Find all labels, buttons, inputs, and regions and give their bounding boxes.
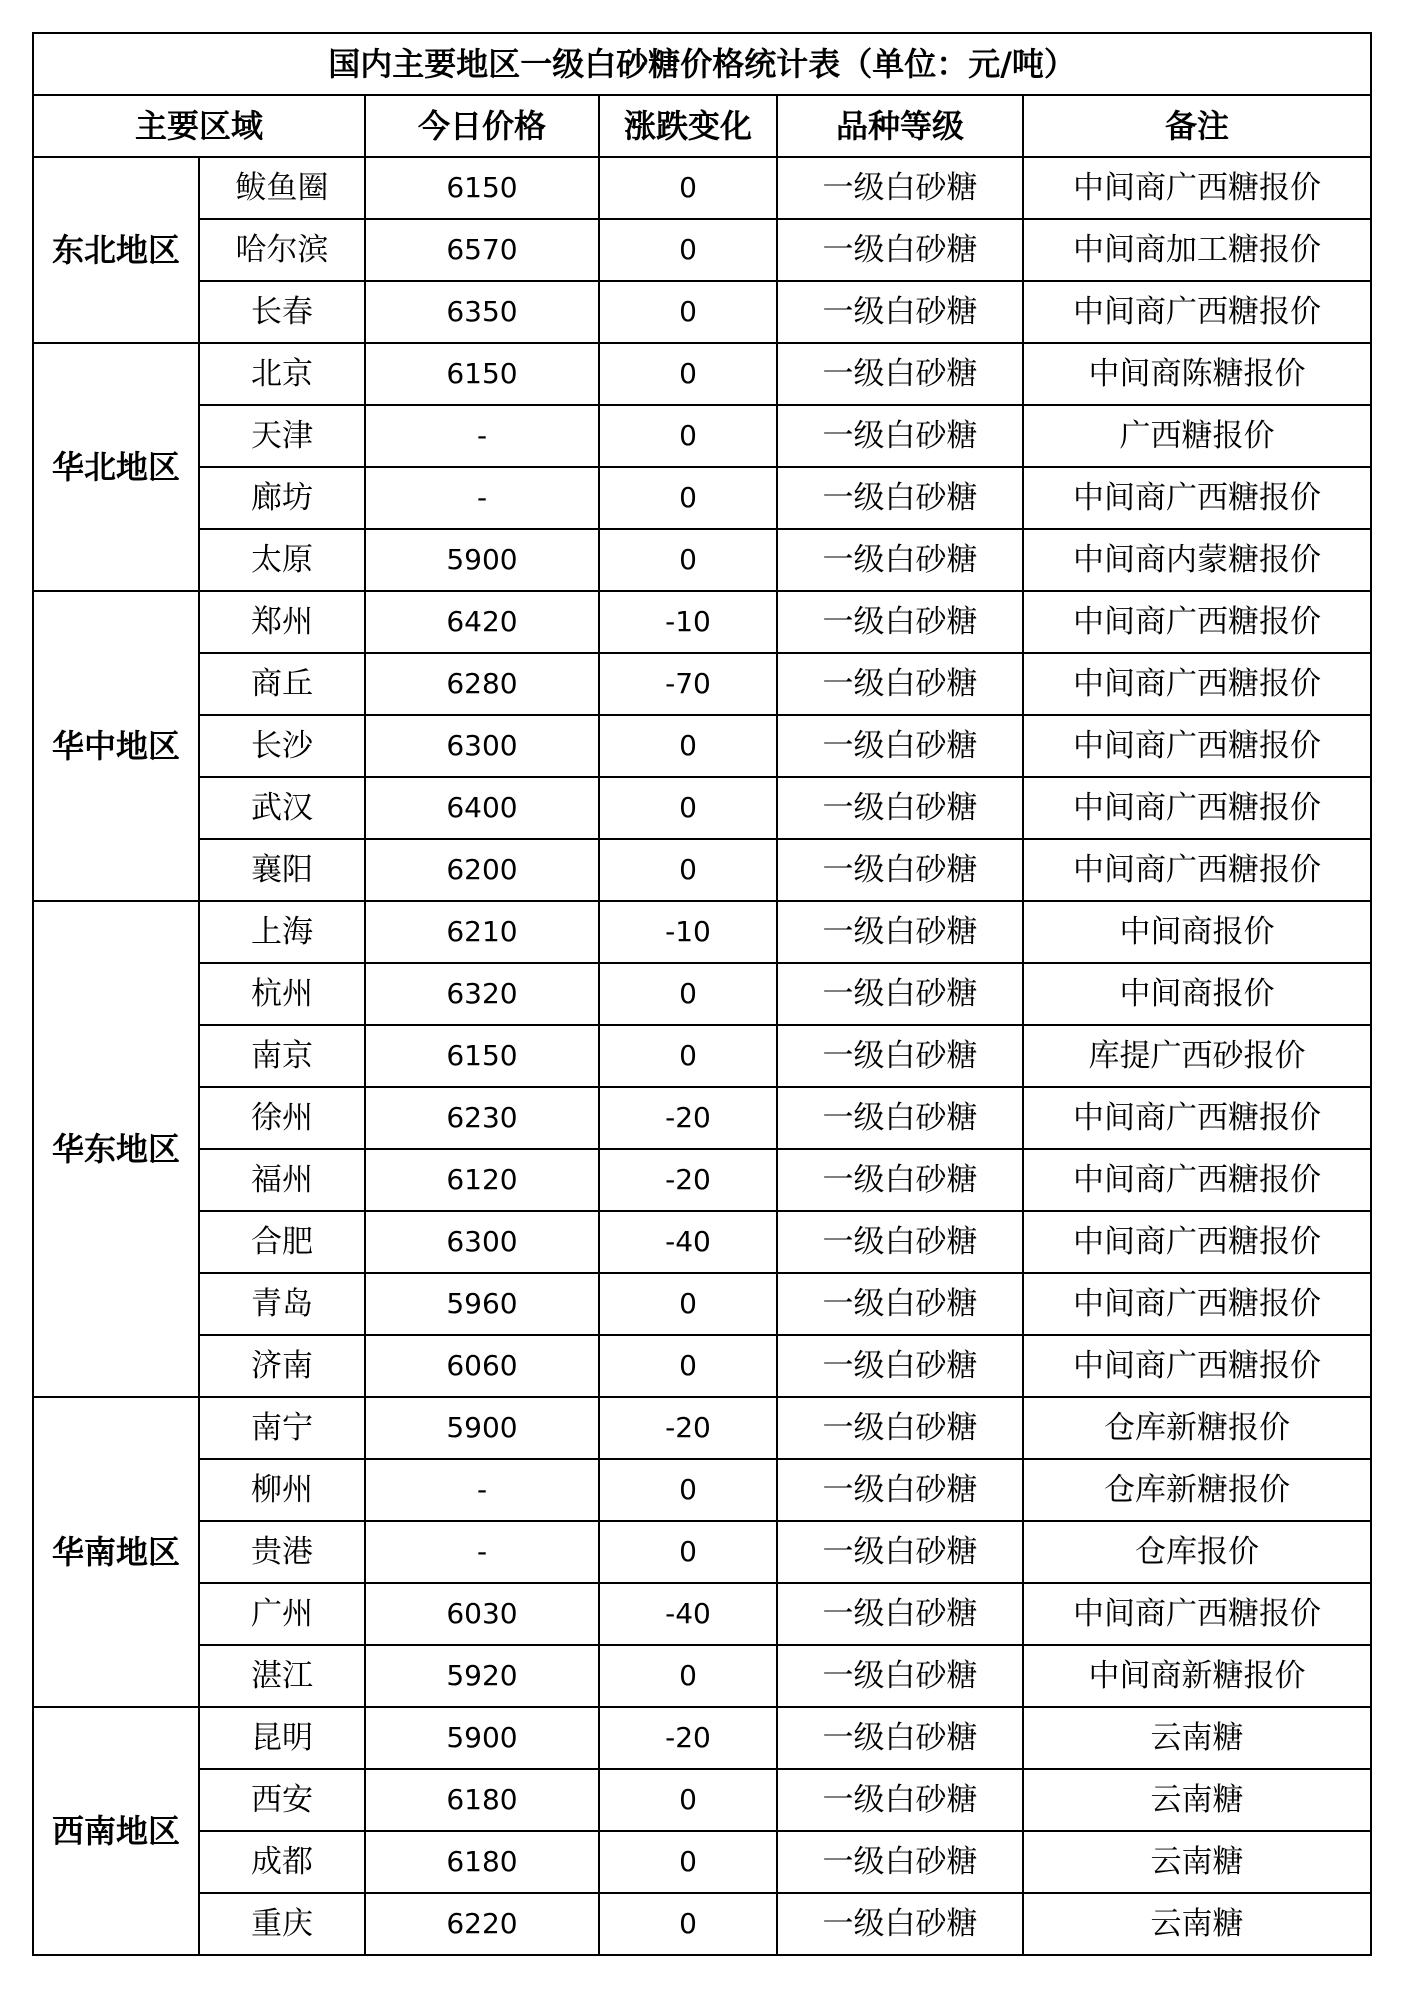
- price-cell: 6210: [365, 901, 599, 963]
- city-cell: 长沙: [199, 715, 365, 777]
- city-cell: 徐州: [199, 1087, 365, 1149]
- header-region: 主要区域: [33, 95, 365, 157]
- change-cell: -70: [599, 653, 777, 715]
- note-cell: 中间商广西糖报价: [1023, 1273, 1371, 1335]
- table-row: [33, 1087, 1371, 1149]
- city-cell: 济南: [199, 1335, 365, 1397]
- table-row: [33, 1583, 1371, 1645]
- city-cell: 廊坊: [199, 467, 365, 529]
- grade-cell: 一级白砂糖: [777, 963, 1023, 1025]
- grade-cell: 一级白砂糖: [777, 405, 1023, 467]
- city-cell: 天津: [199, 405, 365, 467]
- price-cell: 6300: [365, 715, 599, 777]
- note-cell: 中间商新糖报价: [1023, 1645, 1371, 1707]
- note-cell: 中间商广西糖报价: [1023, 1335, 1371, 1397]
- city-cell: 郑州: [199, 591, 365, 653]
- city-cell: 北京: [199, 343, 365, 405]
- region-name-cell: 华中地区: [33, 591, 199, 901]
- region-name-cell: 东北地区: [33, 157, 199, 343]
- city-cell: 南京: [199, 1025, 365, 1087]
- city-cell: 西安: [199, 1769, 365, 1831]
- city-cell: 商丘: [199, 653, 365, 715]
- price-cell: 6570: [365, 219, 599, 281]
- city-cell: 重庆: [199, 1893, 365, 1955]
- table-row: [33, 157, 1371, 219]
- header-change: 涨跌变化: [599, 95, 777, 157]
- change-cell: 0: [599, 1273, 777, 1335]
- city-cell: 贵港: [199, 1521, 365, 1583]
- change-cell: -10: [599, 591, 777, 653]
- price-cell: 5900: [365, 529, 599, 591]
- city-cell: 昆明: [199, 1707, 365, 1769]
- city-cell: 南宁: [199, 1397, 365, 1459]
- table-row: [33, 343, 1371, 405]
- city-cell: 成都: [199, 1831, 365, 1893]
- table-row: [33, 281, 1371, 343]
- grade-cell: 一级白砂糖: [777, 1831, 1023, 1893]
- grade-cell: 一级白砂糖: [777, 1397, 1023, 1459]
- table-row: [33, 1397, 1371, 1459]
- table-row: [33, 1645, 1371, 1707]
- note-cell: 库提广西砂报价: [1023, 1025, 1371, 1087]
- city-cell: 武汉: [199, 777, 365, 839]
- grade-cell: 一级白砂糖: [777, 591, 1023, 653]
- city-cell: 太原: [199, 529, 365, 591]
- change-cell: 0: [599, 281, 777, 343]
- table-row: [33, 1273, 1371, 1335]
- note-cell: 云南糖: [1023, 1831, 1371, 1893]
- table-row: [33, 777, 1371, 839]
- city-cell: 杭州: [199, 963, 365, 1025]
- note-cell: 中间商广西糖报价: [1023, 591, 1371, 653]
- change-cell: 0: [599, 839, 777, 901]
- grade-cell: 一级白砂糖: [777, 777, 1023, 839]
- table-row: [33, 529, 1371, 591]
- note-cell: 云南糖: [1023, 1893, 1371, 1955]
- grade-cell: 一级白砂糖: [777, 1149, 1023, 1211]
- table-body: [33, 157, 1371, 1955]
- change-cell: -40: [599, 1211, 777, 1273]
- note-cell: 云南糖: [1023, 1707, 1371, 1769]
- table-row: [33, 1211, 1371, 1273]
- price-cell: 6350: [365, 281, 599, 343]
- change-cell: 0: [599, 467, 777, 529]
- price-cell: -: [365, 467, 599, 529]
- price-cell: 6230: [365, 1087, 599, 1149]
- grade-cell: 一级白砂糖: [777, 1273, 1023, 1335]
- table-row: [33, 219, 1371, 281]
- grade-cell: 一级白砂糖: [777, 1645, 1023, 1707]
- note-cell: 仓库新糖报价: [1023, 1397, 1371, 1459]
- note-cell: 中间商广西糖报价: [1023, 1087, 1371, 1149]
- table-row: [33, 901, 1371, 963]
- change-cell: 0: [599, 1645, 777, 1707]
- title-row: [33, 33, 1371, 95]
- note-cell: 中间商广西糖报价: [1023, 1211, 1371, 1273]
- change-cell: 0: [599, 777, 777, 839]
- city-cell: 上海: [199, 901, 365, 963]
- note-cell: 中间商报价: [1023, 901, 1371, 963]
- city-cell: 哈尔滨: [199, 219, 365, 281]
- note-cell: 云南糖: [1023, 1769, 1371, 1831]
- note-cell: 中间商报价: [1023, 963, 1371, 1025]
- change-cell: 0: [599, 1025, 777, 1087]
- grade-cell: 一级白砂糖: [777, 1769, 1023, 1831]
- price-cell: 6060: [365, 1335, 599, 1397]
- change-cell: 0: [599, 529, 777, 591]
- note-cell: 中间商广西糖报价: [1023, 1149, 1371, 1211]
- city-cell: 广州: [199, 1583, 365, 1645]
- grade-cell: 一级白砂糖: [777, 1459, 1023, 1521]
- price-cell: 6320: [365, 963, 599, 1025]
- grade-cell: 一级白砂糖: [777, 1087, 1023, 1149]
- change-cell: -20: [599, 1397, 777, 1459]
- city-cell: 长春: [199, 281, 365, 343]
- grade-cell: 一级白砂糖: [777, 839, 1023, 901]
- price-cell: 6030: [365, 1583, 599, 1645]
- price-cell: 6300: [365, 1211, 599, 1273]
- note-cell: 中间商广西糖报价: [1023, 467, 1371, 529]
- price-cell: 5960: [365, 1273, 599, 1335]
- header-note: 备注: [1023, 95, 1371, 157]
- grade-cell: 一级白砂糖: [777, 1707, 1023, 1769]
- table-row: [33, 1335, 1371, 1397]
- table-row: [33, 1769, 1371, 1831]
- change-cell: 0: [599, 1335, 777, 1397]
- price-cell: 6420: [365, 591, 599, 653]
- table-row: [33, 1025, 1371, 1087]
- city-cell: 湛江: [199, 1645, 365, 1707]
- table-row: [33, 963, 1371, 1025]
- price-cell: -: [365, 1459, 599, 1521]
- table-row: [33, 1521, 1371, 1583]
- note-cell: 中间商内蒙糖报价: [1023, 529, 1371, 591]
- grade-cell: 一级白砂糖: [777, 715, 1023, 777]
- change-cell: 0: [599, 1831, 777, 1893]
- price-cell: -: [365, 405, 599, 467]
- header-price: 今日价格: [365, 95, 599, 157]
- change-cell: -20: [599, 1707, 777, 1769]
- price-cell: 6200: [365, 839, 599, 901]
- region-name-cell: 华南地区: [33, 1397, 199, 1707]
- note-cell: 中间商广西糖报价: [1023, 157, 1371, 219]
- table-title: 国内主要地区一级白砂糖价格统计表（单位：元/吨）: [33, 33, 1371, 95]
- table-row: [33, 467, 1371, 529]
- region-name-cell: 华北地区: [33, 343, 199, 591]
- change-cell: -20: [599, 1149, 777, 1211]
- grade-cell: 一级白砂糖: [777, 219, 1023, 281]
- grade-cell: 一级白砂糖: [777, 157, 1023, 219]
- grade-cell: 一级白砂糖: [777, 1521, 1023, 1583]
- header-row: [33, 95, 1371, 157]
- change-cell: -40: [599, 1583, 777, 1645]
- city-cell: 青岛: [199, 1273, 365, 1335]
- change-cell: 0: [599, 963, 777, 1025]
- grade-cell: 一级白砂糖: [777, 343, 1023, 405]
- price-cell: 6400: [365, 777, 599, 839]
- grade-cell: 一级白砂糖: [777, 467, 1023, 529]
- table-row: [33, 591, 1371, 653]
- price-cell: 6220: [365, 1893, 599, 1955]
- grade-cell: 一级白砂糖: [777, 529, 1023, 591]
- note-cell: 中间商广西糖报价: [1023, 777, 1371, 839]
- table-row: [33, 1893, 1371, 1955]
- change-cell: 0: [599, 343, 777, 405]
- note-cell: 中间商广西糖报价: [1023, 715, 1371, 777]
- note-cell: 仓库新糖报价: [1023, 1459, 1371, 1521]
- table-row: [33, 405, 1371, 467]
- table-row: [33, 715, 1371, 777]
- table-row: [33, 1831, 1371, 1893]
- table-row: [33, 1459, 1371, 1521]
- city-cell: 福州: [199, 1149, 365, 1211]
- grade-cell: 一级白砂糖: [777, 1583, 1023, 1645]
- change-cell: 0: [599, 405, 777, 467]
- grade-cell: 一级白砂糖: [777, 1335, 1023, 1397]
- change-cell: -20: [599, 1087, 777, 1149]
- change-cell: 0: [599, 157, 777, 219]
- table-row: [33, 653, 1371, 715]
- sugar-price-table: [32, 32, 1372, 1956]
- change-cell: 0: [599, 1459, 777, 1521]
- grade-cell: 一级白砂糖: [777, 1025, 1023, 1087]
- grade-cell: 一级白砂糖: [777, 1211, 1023, 1273]
- price-table-sheet: [32, 32, 1370, 1956]
- city-cell: 柳州: [199, 1459, 365, 1521]
- table-row: [33, 1707, 1371, 1769]
- price-cell: 6280: [365, 653, 599, 715]
- header-grade: 品种等级: [777, 95, 1023, 157]
- city-cell: 襄阳: [199, 839, 365, 901]
- note-cell: 广西糖报价: [1023, 405, 1371, 467]
- note-cell: 中间商广西糖报价: [1023, 653, 1371, 715]
- price-cell: 6150: [365, 343, 599, 405]
- change-cell: 0: [599, 1893, 777, 1955]
- region-name-cell: 华东地区: [33, 901, 199, 1397]
- note-cell: 中间商广西糖报价: [1023, 839, 1371, 901]
- grade-cell: 一级白砂糖: [777, 281, 1023, 343]
- city-cell: 鲅鱼圈: [199, 157, 365, 219]
- price-cell: 6150: [365, 1025, 599, 1087]
- change-cell: 0: [599, 1769, 777, 1831]
- price-cell: 6180: [365, 1769, 599, 1831]
- note-cell: 中间商广西糖报价: [1023, 1583, 1371, 1645]
- change-cell: 0: [599, 1521, 777, 1583]
- change-cell: 0: [599, 715, 777, 777]
- table-row: [33, 839, 1371, 901]
- grade-cell: 一级白砂糖: [777, 653, 1023, 715]
- note-cell: 中间商陈糖报价: [1023, 343, 1371, 405]
- note-cell: 中间商加工糖报价: [1023, 219, 1371, 281]
- price-cell: 6120: [365, 1149, 599, 1211]
- table-row: [33, 1149, 1371, 1211]
- change-cell: 0: [599, 219, 777, 281]
- price-cell: 6180: [365, 1831, 599, 1893]
- price-cell: 6150: [365, 157, 599, 219]
- price-cell: 5900: [365, 1707, 599, 1769]
- city-cell: 合肥: [199, 1211, 365, 1273]
- price-cell: -: [365, 1521, 599, 1583]
- grade-cell: 一级白砂糖: [777, 901, 1023, 963]
- price-cell: 5900: [365, 1397, 599, 1459]
- price-cell: 5920: [365, 1645, 599, 1707]
- change-cell: -10: [599, 901, 777, 963]
- grade-cell: 一级白砂糖: [777, 1893, 1023, 1955]
- region-name-cell: 西南地区: [33, 1707, 199, 1955]
- note-cell: 仓库报价: [1023, 1521, 1371, 1583]
- note-cell: 中间商广西糖报价: [1023, 281, 1371, 343]
